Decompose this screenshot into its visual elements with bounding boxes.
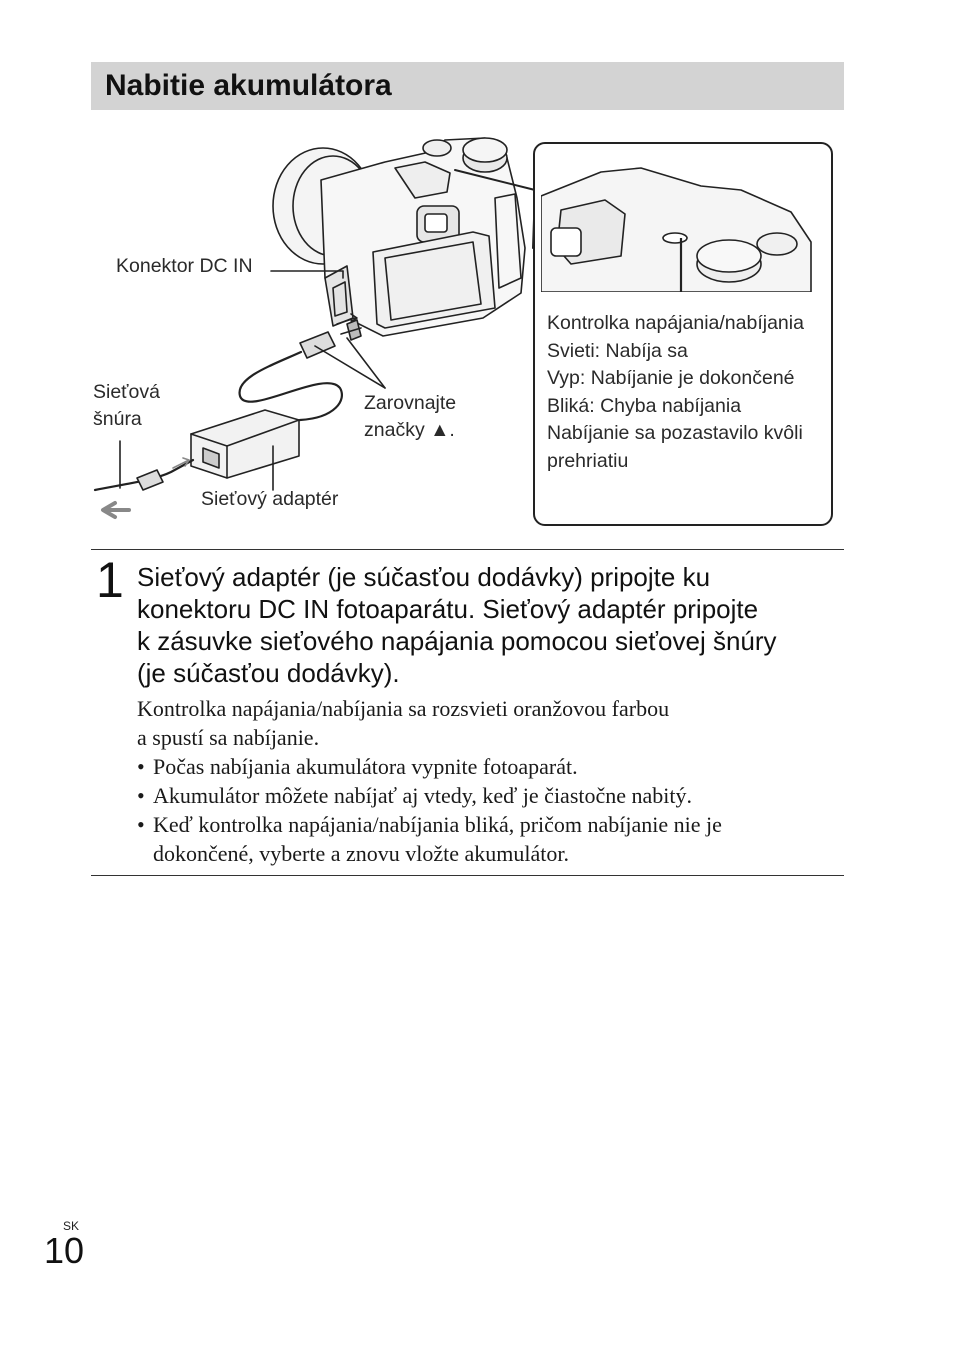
callout-line: Nabíjanie sa pozastavilo kvôli xyxy=(547,422,803,444)
page-number: 10 xyxy=(44,1230,85,1271)
align-label-line2: značky ▲. xyxy=(364,419,455,441)
bullet-item xyxy=(137,810,837,868)
step-top-divider xyxy=(91,549,844,550)
direction-arrow-icon xyxy=(103,503,129,517)
step-heading-line: k zásuvke sieťového napájania pomocou sieťovej šnúry xyxy=(137,626,777,656)
callout-line: Svieti: Nabíja sa xyxy=(547,339,688,362)
ac-adapter-icon xyxy=(191,410,299,478)
step-number: 1 xyxy=(96,552,124,608)
callout-line: Vyp: Nabíjanie je dokončené xyxy=(547,367,795,389)
adapter-label: Sieťový adaptér xyxy=(201,488,339,510)
step-heading-line: (je súčasťou dodávky). xyxy=(137,658,400,688)
callout-line: Bliká: Chyba nabíjania xyxy=(547,394,742,417)
bullet-line: • Keď kontrolka napájania/nabíjania bliká, pričom nabíjanie nie je xyxy=(153,812,722,837)
indicator-callout xyxy=(533,142,833,526)
body-line: Kontrolka napájania/nabíjania sa rozsvieti oranžovou farbou xyxy=(137,696,670,721)
step-heading-line: Sieťový adaptér (je súčasťou dodávky) pripojte ku xyxy=(137,562,711,592)
cord-label-line2: šnúra xyxy=(93,408,142,430)
cord-label-line1: Sieťová xyxy=(93,381,160,403)
dc-cable-icon xyxy=(240,352,342,420)
step-heading xyxy=(137,561,837,689)
step-heading-line: konektoru DC IN fotoaparátu. Sieťový adaptér pripojte xyxy=(137,594,759,624)
align-label-line1: Zarovnajte xyxy=(364,392,457,414)
dc-in-label: Konektor DC IN xyxy=(116,255,253,277)
charge-lamp-icon xyxy=(663,233,687,243)
bullet-line: dokončené, vyberte a znovu vložte akumulátor. xyxy=(153,841,570,866)
dc-in-port-icon xyxy=(325,266,353,326)
step-bottom-divider xyxy=(91,875,844,876)
indicator-closeup-drawing xyxy=(541,152,825,292)
callout-line: Kontrolka napájania/nabíjania xyxy=(547,312,804,334)
body-line: a spustí sa nabíjanie. xyxy=(137,725,320,750)
section-title: Nabitie akumulátora xyxy=(105,69,392,102)
bullet-item: • Akumulátor môžete nabíjať aj vtedy, keď je čiastočne nabitý. xyxy=(137,781,837,810)
callout-line: prehriatiu xyxy=(547,449,629,472)
indicator-description xyxy=(547,310,827,475)
bullet-item: • Počas nabíjania akumulátora vypnite fotoaparát. xyxy=(137,752,837,781)
language-code: SK xyxy=(63,1219,80,1233)
section-header xyxy=(91,62,844,110)
step-body xyxy=(137,694,837,868)
